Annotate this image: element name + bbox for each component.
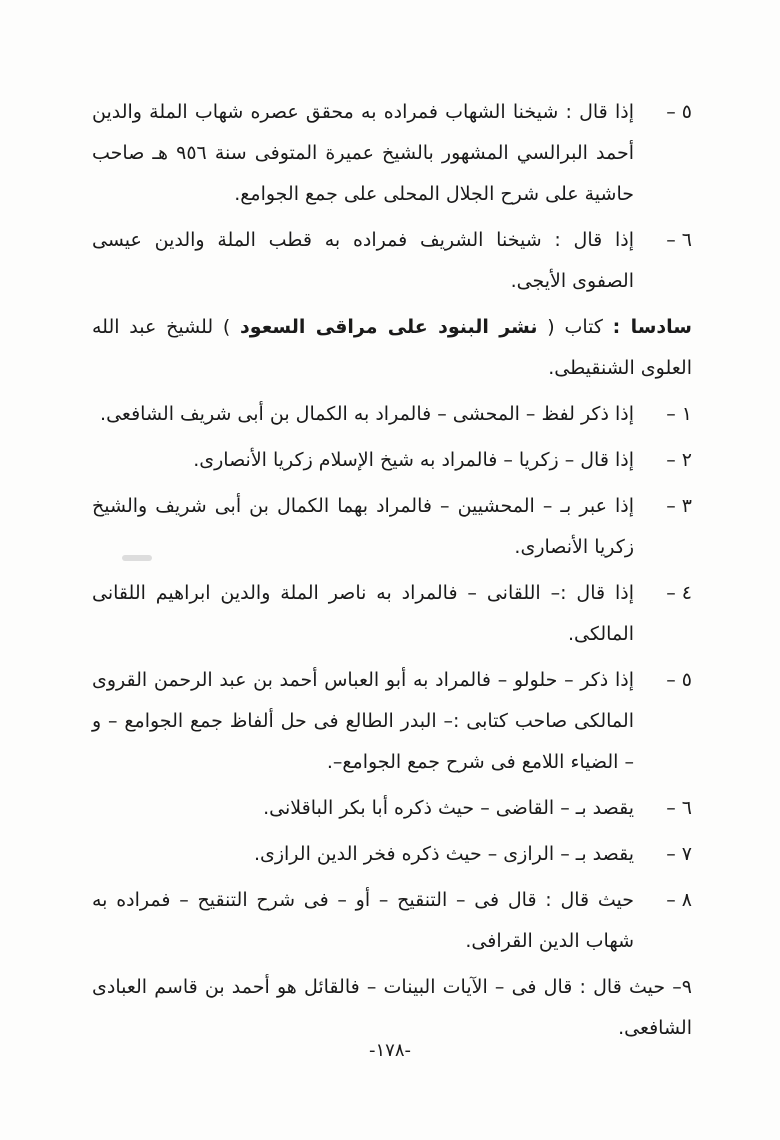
list-item: [92, 440, 692, 481]
section-before: كتاب (: [547, 316, 603, 338]
item-text: إذا ذكر – حلولو – فالمراد به أبو العباس أحمد بن عبد الرحمن القروى المالكى صاحب كتابى :– البدر الطالع فى حل ألفاظ جمع الجوامع – و – الضياء اللامع فى شرح جمع الجوامع–.: [92, 669, 634, 773]
item-number: ٩–: [672, 976, 693, 998]
item-text: إذا قال :– اللقانى – فالمراد به ناصر الملة والدين ابراهيم اللقانى المالكى.: [92, 582, 634, 645]
item-text: حيث قال : قال فى – الآيات البينات – فالقائل هو أحمد بن قاسم العبادى الشافعى.: [92, 976, 692, 1039]
item-number: ٢ –: [666, 449, 692, 471]
list-item: [92, 967, 692, 1049]
list-item: [92, 880, 692, 962]
list-item: [92, 92, 692, 215]
item-number: ٦ –: [666, 797, 692, 819]
section-after: ) للشيخ عبد الله العلوى الشنقيطى.: [92, 316, 692, 379]
page-number: -١٧٨-: [368, 1040, 411, 1061]
item-number: ٣ –: [666, 495, 692, 517]
item-number: ٦ –: [666, 229, 692, 251]
page-body: [92, 92, 692, 1054]
section-heading: [92, 307, 692, 389]
list-item: [92, 486, 692, 568]
item-number: ٤ –: [666, 582, 692, 604]
list-item: [92, 573, 692, 655]
list-item: [92, 788, 692, 829]
section-lead: سادسا :: [612, 316, 692, 338]
item-number: ٥ –: [666, 669, 692, 691]
item-number: ٥ –: [666, 101, 692, 123]
list-item: [92, 834, 692, 875]
item-number: ٧ –: [666, 843, 692, 865]
item-text: حيث قال : قال فى – التنقيح – أو – فى شرح التنقيح – فمراده به شهاب الدين القرافى.: [92, 889, 634, 952]
list-item: [92, 220, 692, 302]
item-text: يقصد بـ – الرازى – حيث ذكره فخر الدين الرازى.: [253, 843, 634, 865]
book-title: نشر البنود على مراقى السعود: [240, 316, 538, 338]
item-number: ٨ –: [666, 889, 692, 911]
item-text: إذا قال : شيخنا الشهاب فمراده به محقق عصره شهاب الملة والدين أحمد البرالسي المشهور بالشيخ عميرة المتوفى سنة ٩٥٦ هـ صاحب حاشية على شرح الجلال المحلى على جمع الجوامع.: [92, 101, 634, 205]
item-text: إذا قال : شيخنا الشريف فمراده به قطب الملة والدين عيسى الصفوى الأيجى.: [92, 229, 634, 292]
item-text: إذا ذكر لفظ – المحشى – فالمراد به الكمال بن أبى شريف الشافعى.: [100, 403, 634, 425]
item-number: ١ –: [666, 403, 692, 425]
list-item: [92, 394, 692, 435]
item-text: إذا عبر بـ – المحشيين – فالمراد بهما الكمال بن أبى شريف والشيخ زكريا الأنصارى.: [92, 495, 634, 558]
item-text: يقصد بـ – القاضى – حيث ذكره أبا بكر الباقلانى.: [263, 797, 634, 819]
item-text: إذا قال – زكريا – فالمراد به شيخ الإسلام زكريا الأنصارى.: [193, 449, 634, 471]
list-item: [92, 660, 692, 783]
